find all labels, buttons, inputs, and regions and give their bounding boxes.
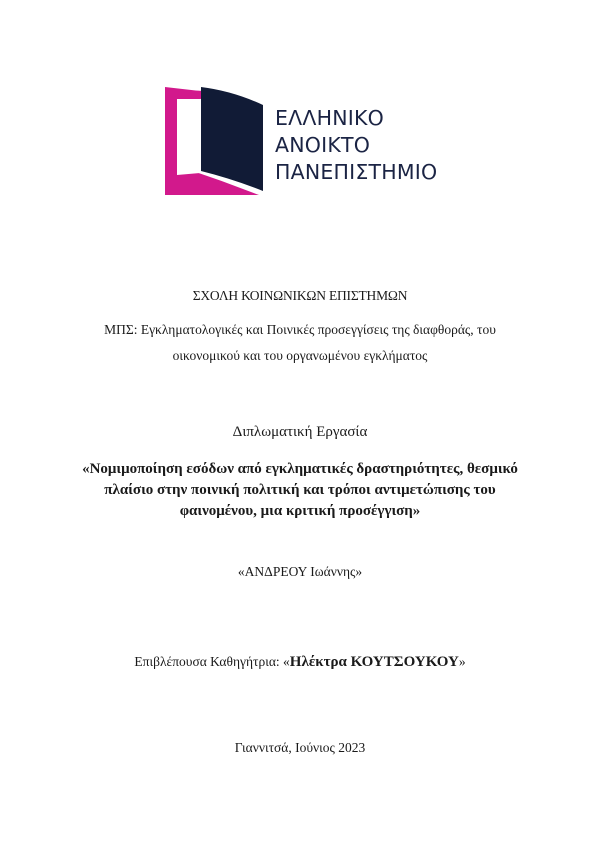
thesis-title-line-1: «Νομιμοποίηση εσόδων από εγκληματικές δραστηριότητες, θεσμικό [82, 461, 518, 477]
logo-line-2: ΑΝΟΙΚΤΟ [275, 133, 371, 157]
logo-line-3: ΠΑΝΕΠΙΣΤΗΜΙΟ [275, 160, 438, 184]
supervisor-close-quote: » [458, 654, 466, 669]
supervisor-line [0, 654, 600, 671]
school-name: ΣΧΟΛΗ ΚΟΙΝΩΝΙΚΩΝ ΕΠΙΣΤΗΜΩΝ [192, 288, 408, 303]
supervisor-label: Επιβλέπουσα Καθηγήτρια: « [134, 654, 290, 669]
supervisor-name: Ηλέκτρα ΚΟΥΤΣΟΥΚΟΥ [289, 654, 459, 670]
thesis-title-line-3: φαινομένου, μια κριτική προσέγγιση» [179, 503, 421, 519]
program-line-2: οικονομικού και του οργανωμένου εγκλήματος [172, 348, 428, 363]
author-name: «ΑΝΔΡΕΟΥ Ιωάννης» [237, 564, 363, 579]
place-and-date: Γιαννιτσά, Ιούνιος 2023 [234, 740, 366, 755]
logo-wordmark [275, 105, 437, 186]
program-line-1: ΜΠΣ: Εγκληματολογικές και Ποινικές προσεγγίσεις της διαφθοράς, του [104, 322, 496, 337]
university-logo [163, 85, 443, 197]
logo-line-1: ΕΛΛΗΝΙΚΟ [275, 106, 384, 130]
thesis-title-line-2: πλαίσιο στην ποινική πολιτική και τρόποι αντιμετώπισης του [104, 482, 496, 498]
document-type: Διπλωματική Εργασία [232, 424, 368, 440]
open-university-book-icon [163, 85, 268, 197]
